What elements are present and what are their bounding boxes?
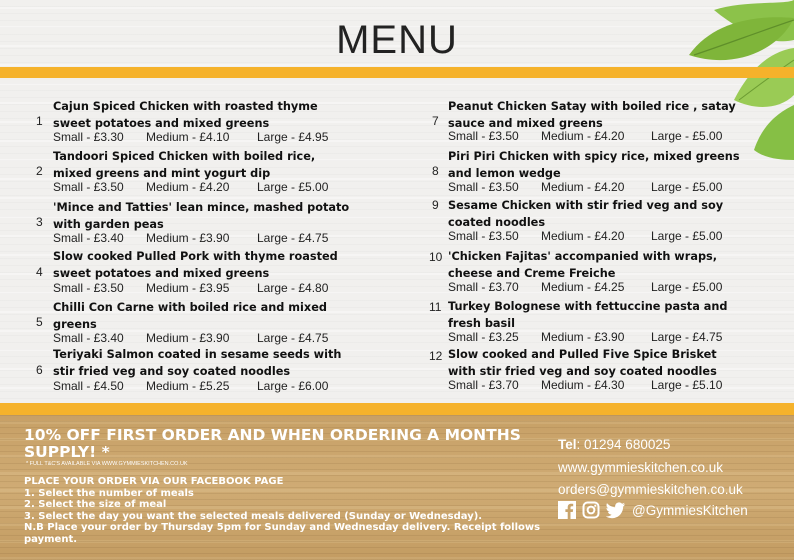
price-medium: Medium - £5.25 xyxy=(146,379,230,393)
telephone xyxy=(558,437,670,452)
menu-item-name: Slow cooked and Pulled Five Spice Brisket with stir fried veg and soy coated noodles xyxy=(448,348,717,378)
price-small: Small - £3.50 xyxy=(448,129,519,143)
top-accent-bar xyxy=(0,67,794,78)
menu-item-number: 7 xyxy=(432,114,439,128)
menu-item-number: 3 xyxy=(36,215,43,229)
menu-item-name: Piri Piri Chicken with spicy rice, mixed greens and lemon wedge xyxy=(448,150,740,180)
social-handle[interactable]: @GymmiesKitchen xyxy=(632,502,748,518)
menu-item-name: Chilli Con Carne with boiled rice and mixed greens xyxy=(53,301,327,331)
price-large: Large - £6.00 xyxy=(257,379,329,393)
menu-item-number: 6 xyxy=(36,363,43,377)
price-large: Large - £5.00 xyxy=(651,129,723,143)
price-large: Large - £4.80 xyxy=(257,281,329,295)
price-medium: Medium - £3.95 xyxy=(146,281,230,295)
price-small: Small - £4.50 xyxy=(53,379,124,393)
menu-item-number: 1 xyxy=(36,114,43,128)
menu-item-name: Teriyaki Salmon coated in sesame seeds with stir fried veg and soy coated noodles xyxy=(53,348,342,378)
order-instructions xyxy=(24,476,544,546)
price-medium: Medium - £3.90 xyxy=(541,330,625,344)
price-medium: Medium - £4.10 xyxy=(146,130,230,144)
menu-item-number: 2 xyxy=(36,164,43,178)
price-small: Small - £3.50 xyxy=(448,229,519,243)
order-step: 2. Select the size of meal xyxy=(24,499,167,511)
price-large: Large - £5.00 xyxy=(257,180,329,194)
tel-label: Tel xyxy=(558,437,577,452)
price-large: Large - £4.75 xyxy=(651,330,723,344)
price-large: Large - £4.75 xyxy=(257,331,329,345)
menu-item-name: 'Chicken Fajitas' accompanied with wraps, cheese and Creme Freiche xyxy=(448,250,718,280)
instagram-icon[interactable] xyxy=(582,501,600,519)
price-medium: Medium - £4.20 xyxy=(541,129,625,143)
price-small: Small - £3.40 xyxy=(53,331,124,345)
price-large: Large - £5.00 xyxy=(651,280,723,294)
order-step: 1. Select the number of meals xyxy=(24,487,194,499)
price-medium: Medium - £4.20 xyxy=(541,229,625,243)
price-large: Large - £5.00 xyxy=(651,229,723,243)
menu-item-name: Peanut Chicken Satay with boiled rice , satay sauce and mixed greens xyxy=(448,100,736,130)
menu-item-name: Turkey Bolognese with fettuccine pasta and fresh basil xyxy=(448,300,728,330)
terms-note: * FULL T&C'S AVAILABLE VIA WWW.GYMMIESKITCHEN.CO.UK xyxy=(26,461,188,467)
price-medium: Medium - £4.25 xyxy=(541,280,625,294)
tel-value: : 01294 680025 xyxy=(576,437,671,452)
price-medium: Medium - £3.90 xyxy=(146,231,230,245)
price-medium: Medium - £3.90 xyxy=(146,331,230,345)
menu-item-name: 'Mince and Tatties' lean mince, mashed potato with garden peas xyxy=(53,201,350,231)
bottom-accent-bar xyxy=(0,403,794,415)
menu-item-number: 9 xyxy=(432,198,439,212)
order-step: 3. Select the day you want the selected meals delivered (Sunday or Wednesday). xyxy=(24,510,483,522)
page-title: MENU xyxy=(336,18,458,62)
twitter-icon[interactable] xyxy=(606,501,624,519)
email-link[interactable]: orders@gymmieskitchen.co.uk xyxy=(558,482,743,497)
menu-item-number: 11 xyxy=(429,300,442,314)
price-large: Large - £4.75 xyxy=(257,231,329,245)
menu-item-number: 12 xyxy=(429,349,443,363)
order-note: N.B Place your order by Thursday 5pm for Sunday and Wednesday delivery. Receipt follows payment. xyxy=(24,522,541,545)
social-links xyxy=(558,500,748,520)
menu-item-number: 10 xyxy=(429,250,443,264)
price-medium: Medium - £4.20 xyxy=(541,180,625,194)
promo-text: 10% OFF FIRST ORDER AND WHEN ORDERING A MONTHS SUPPLY! * xyxy=(24,426,521,461)
order-heading: PLACE YOUR ORDER VIA OUR FACEBOOK PAGE xyxy=(24,476,284,487)
menu-item-number: 8 xyxy=(432,164,439,178)
menu-item-number: 4 xyxy=(36,265,43,279)
menu-item-name: Sesame Chicken with stir fried veg and soy coated noodles xyxy=(448,199,724,229)
price-small: Small - £3.30 xyxy=(53,130,124,144)
price-small: Small - £3.70 xyxy=(448,378,519,392)
menu-item-number: 5 xyxy=(36,315,43,329)
menu-item-name: Slow cooked Pulled Pork with thyme roasted sweet potatoes and mixed greens xyxy=(53,250,338,280)
price-large: Large - £5.10 xyxy=(651,378,723,392)
price-small: Small - £3.50 xyxy=(448,180,519,194)
price-large: Large - £4.95 xyxy=(257,130,329,144)
price-medium: Medium - £4.30 xyxy=(541,378,625,392)
menu-item-name: Cajun Spiced Chicken with roasted thyme sweet potatoes and mixed greens xyxy=(53,100,318,130)
price-small: Small - £3.70 xyxy=(448,280,519,294)
menu-item-name: Tandoori Spiced Chicken with boiled rice, mixed greens and mint yogurt dip xyxy=(53,150,316,180)
price-small: Small - £3.50 xyxy=(53,180,124,194)
facebook-icon[interactable] xyxy=(558,501,576,519)
price-small: Small - £3.50 xyxy=(53,281,124,295)
price-small: Small - £3.25 xyxy=(448,330,519,344)
website-link[interactable]: www.gymmieskitchen.co.uk xyxy=(558,460,724,475)
price-medium: Medium - £4.20 xyxy=(146,180,230,194)
price-small: Small - £3.40 xyxy=(53,231,124,245)
price-large: Large - £5.00 xyxy=(651,180,723,194)
